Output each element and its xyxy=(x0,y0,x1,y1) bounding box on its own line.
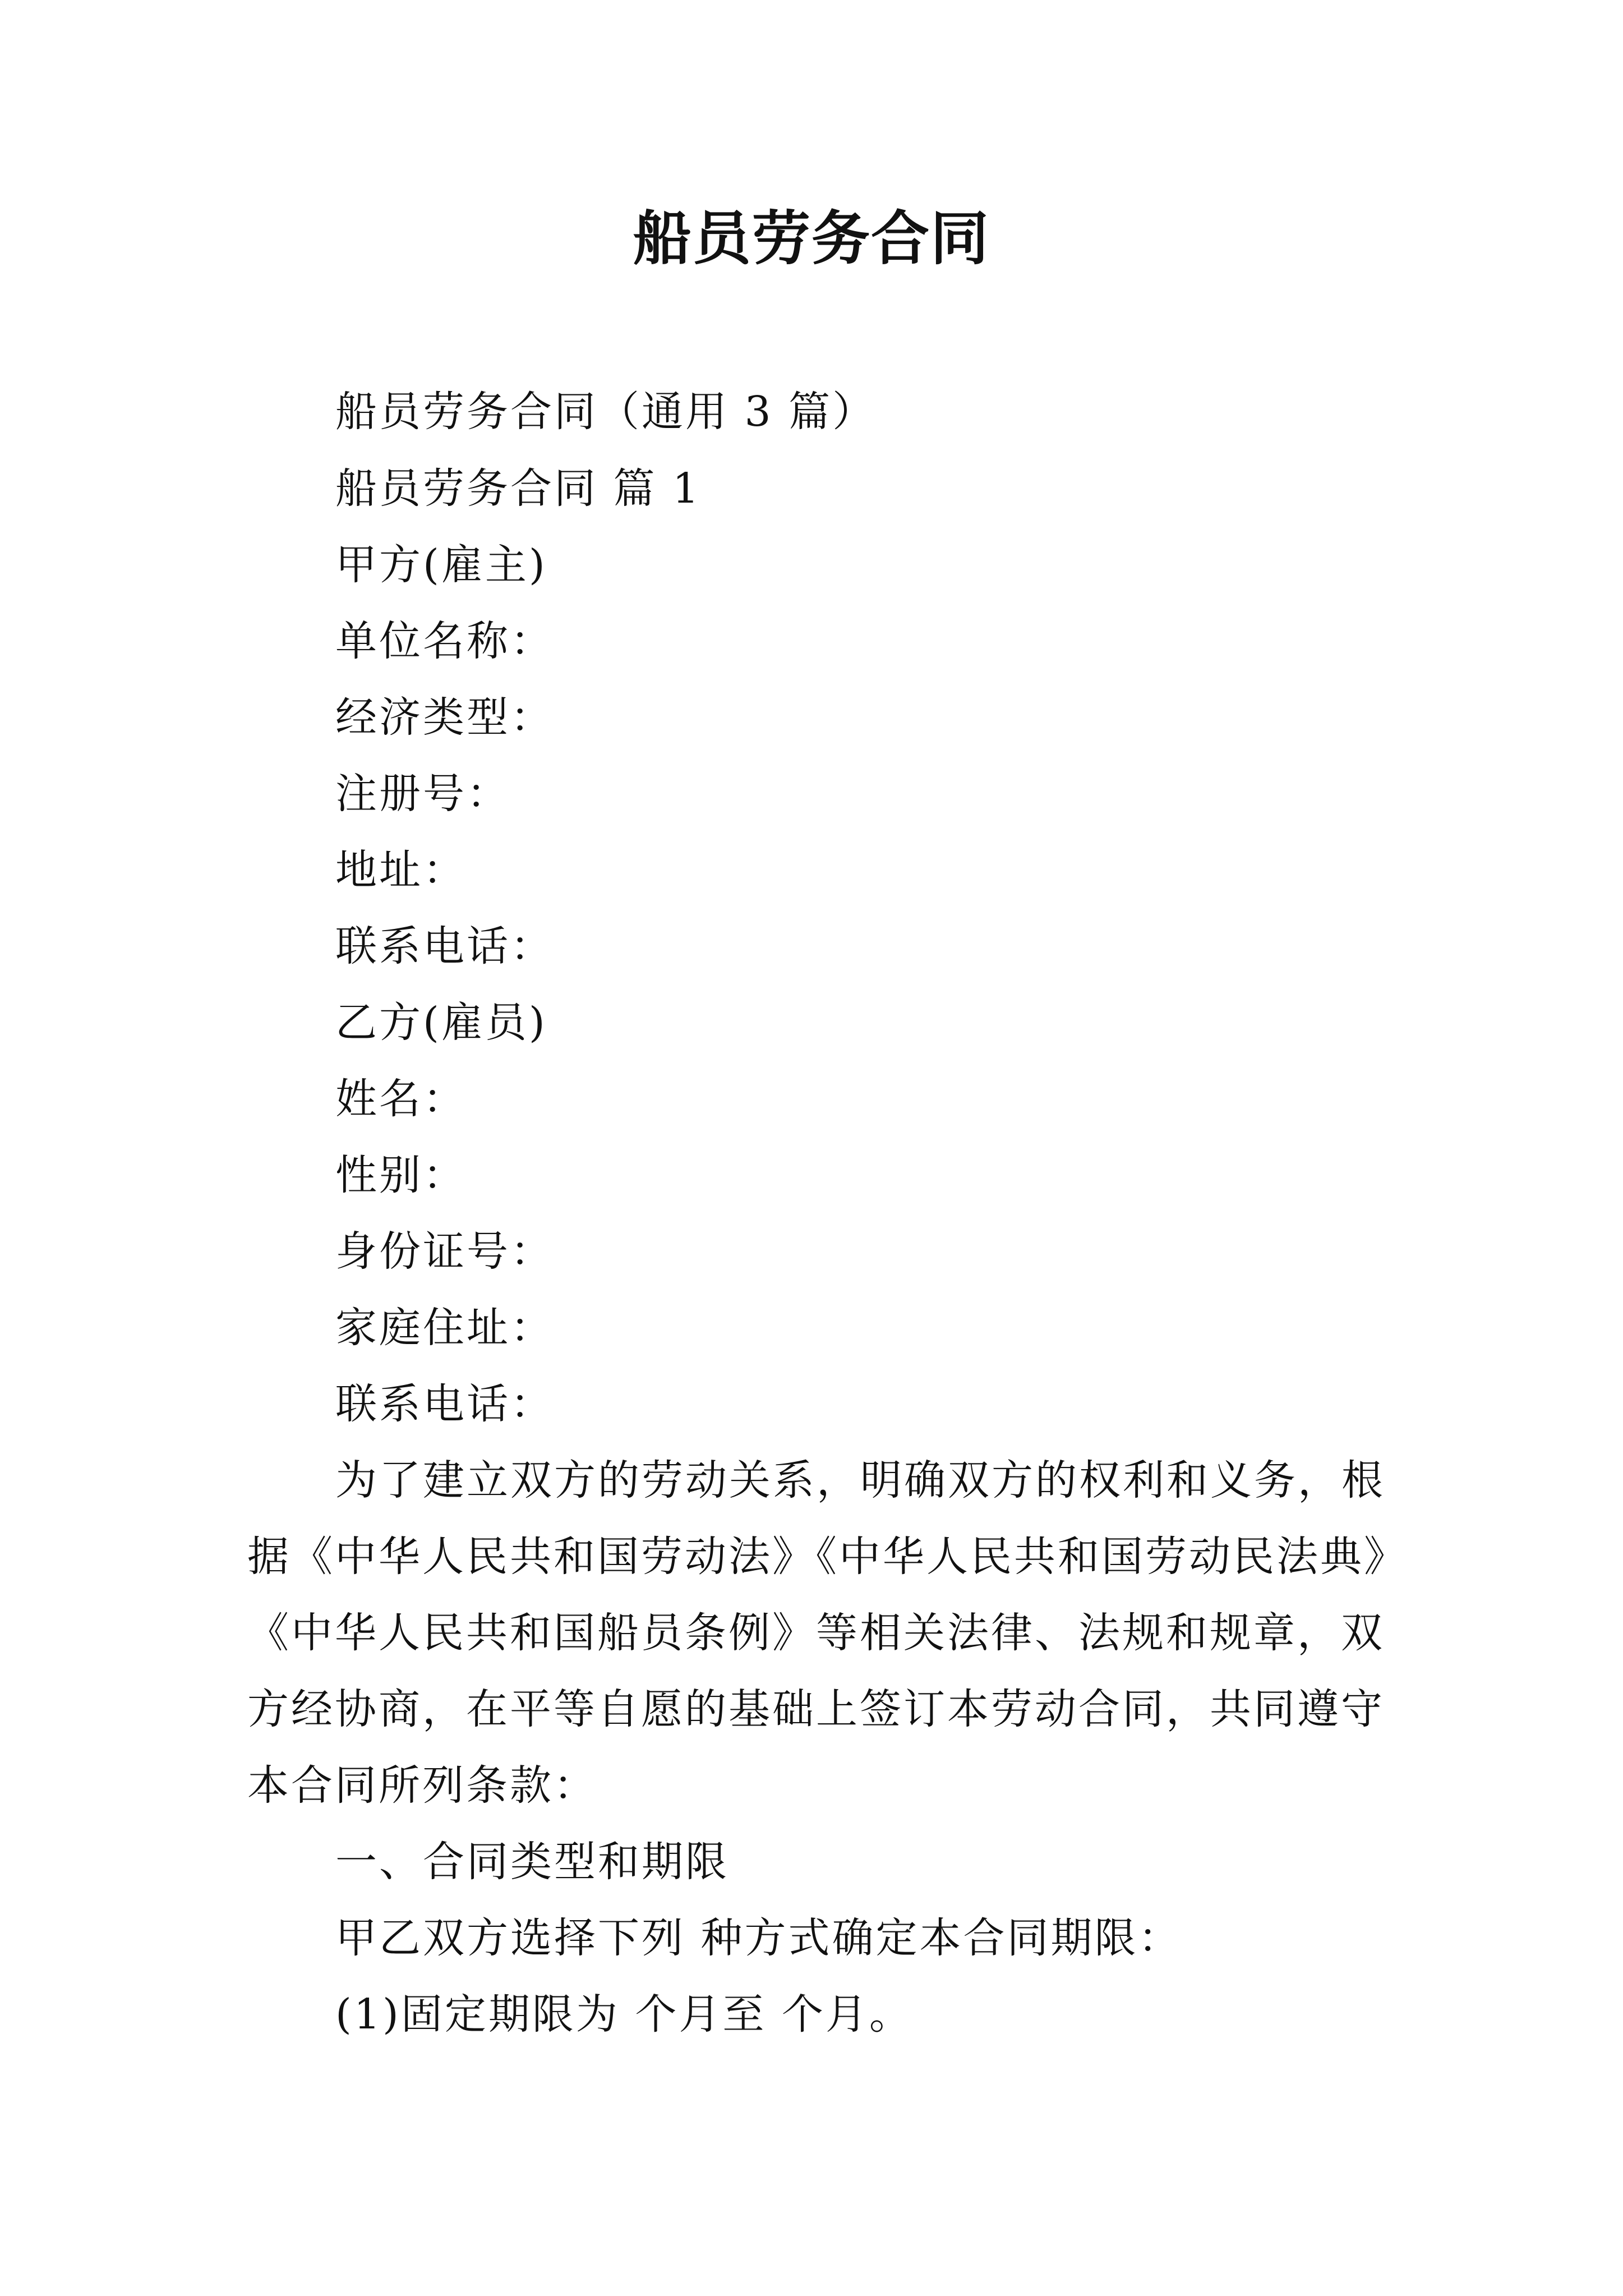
section-heading: 船员劳务合同 篇 1 xyxy=(335,464,702,513)
clause-1-heading: 一、合同类型和期限 xyxy=(335,1838,729,1886)
party-b-gender-label: 性别： xyxy=(335,1151,467,1199)
party-a-heading: 甲方(雇主) xyxy=(335,541,547,589)
party-b-name-label: 姓名： xyxy=(335,1075,467,1123)
party-b-heading: 乙方(雇员) xyxy=(335,999,547,1047)
clause-1-text: 甲乙双方选择下列 种方式确定本合同期限： xyxy=(335,1914,1182,1962)
party-a-address-label: 地址： xyxy=(335,846,467,894)
preamble-line: 方经协商，在平等自愿的基础上签订本劳动合同，共同遵守 xyxy=(247,1685,1385,1733)
preamble-line: 据《中华人民共和国劳动法》《中华人民共和国劳动民法典》 xyxy=(247,1533,1408,1581)
party-b-id-number-label: 身份证号： xyxy=(335,1227,554,1276)
preamble-line: 为了建立双方的劳动关系，明确双方的权利和义务，根 xyxy=(335,1456,1385,1504)
party-a-company-name-label: 单位名称： xyxy=(335,617,554,665)
page-title: 船员劳务合同 xyxy=(633,204,990,273)
preamble-line: 本合同所列条款： xyxy=(247,1761,597,1810)
subtitle: 船员劳务合同（通用 3 篇） xyxy=(335,388,877,436)
party-a-registration-no-label: 注册号： xyxy=(335,770,510,818)
preamble-line: 《中华人民共和国船员条例》等相关法律、法规和规章，双 xyxy=(247,1609,1385,1657)
party-a-phone-label: 联系电话： xyxy=(335,922,554,970)
party-a-economic-type-label: 经济类型： xyxy=(335,693,554,742)
party-b-home-address-label: 家庭住址： xyxy=(335,1304,554,1352)
clause-1-option-1: (1)固定期限为 个月至 个月。 xyxy=(335,1990,913,2039)
party-b-phone-label: 联系电话： xyxy=(335,1380,554,1428)
